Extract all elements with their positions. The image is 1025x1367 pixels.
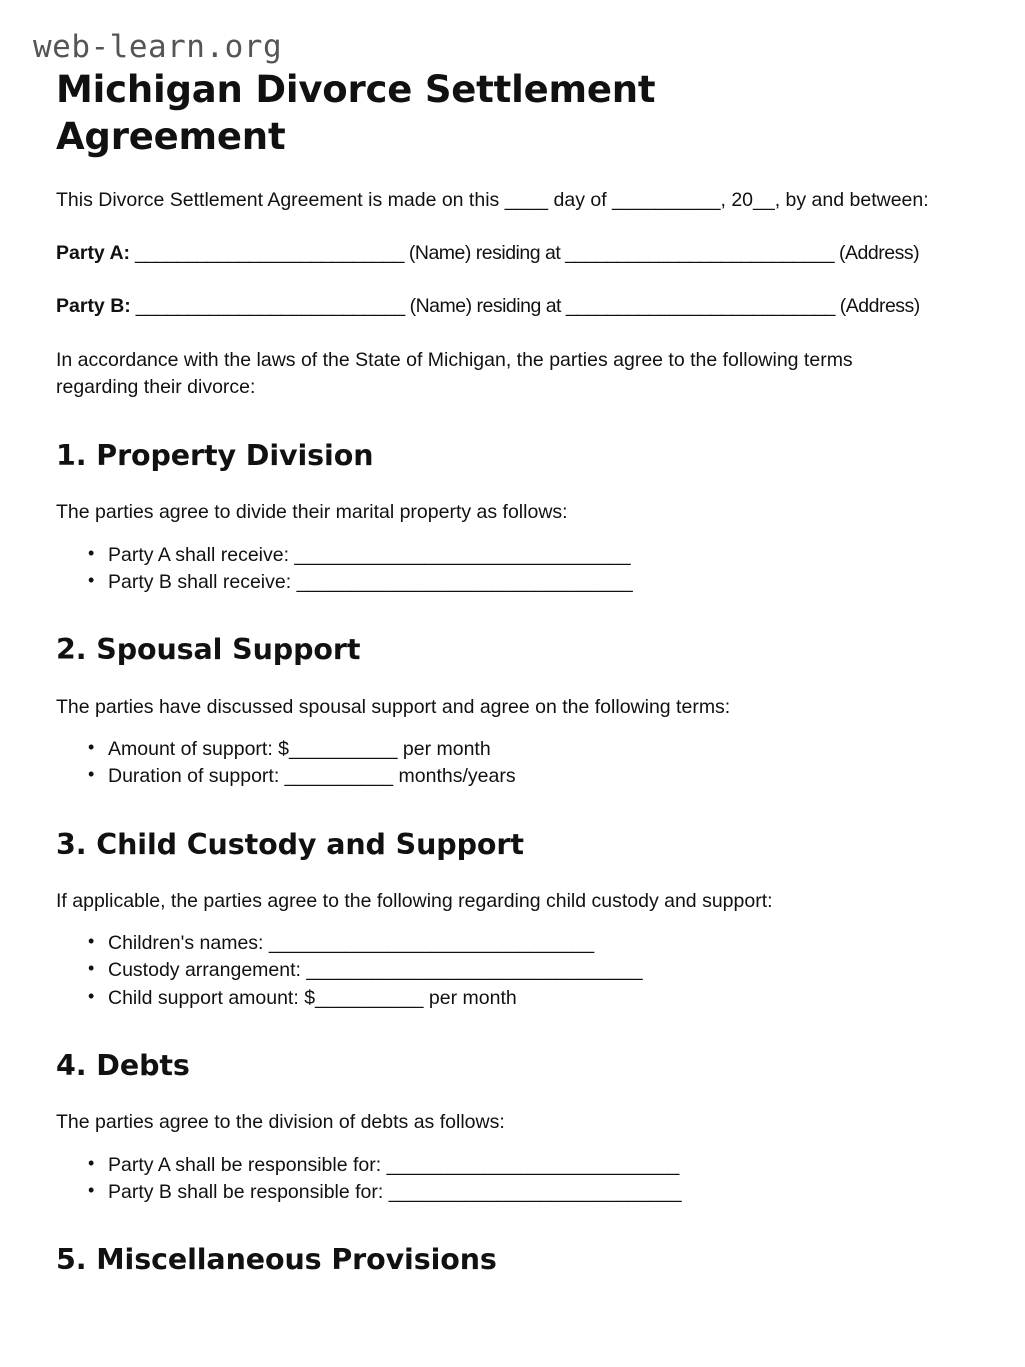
section-bullets-property-division [56, 543, 940, 596]
page-title: Michigan Divorce Settlement Agreement [56, 68, 656, 159]
section-intro-child-custody-and-support: If applicable, the parties agree to the following regarding child custody and support: [56, 889, 773, 912]
party-a-fields: __________________________ (Name) residing at __________________________ (Address) [130, 242, 920, 265]
section-intro-property-division: The parties agree to divide their marital property as follows: [56, 501, 568, 524]
list-item: • Custody arrangement: _______________________________ [108, 958, 940, 983]
party-a-line [56, 240, 940, 267]
section-heading-miscellaneous-provisions: 5. Miscellaneous Provisions [56, 1243, 497, 1277]
section-heading-child-custody-and-support: 3. Child Custody and Support [56, 827, 524, 861]
section-bullets-child-custody-and-support [56, 931, 940, 1011]
section-bullets-debts [56, 1153, 940, 1206]
party-b-fields: __________________________ (Name) residing at __________________________ (Address) [130, 295, 920, 318]
list-item: • Child support amount: $__________ per month [108, 986, 940, 1011]
section-bullets-spousal-support [56, 737, 940, 790]
list-item: • Amount of support: $__________ per month [108, 737, 940, 762]
list-item: • Children's names: ______________________________ [108, 931, 940, 956]
section-intro-spousal-support: The parties have discussed spousal support and agree on the following terms: [56, 695, 731, 718]
document-body [56, 66, 940, 1367]
list-item: • Party B shall be responsible for: ___________________________ [108, 1180, 940, 1205]
list-item: • Party A shall be responsible for: ___________________________ [108, 1153, 940, 1178]
section-intro-debts: The parties agree to the division of debts as follows: [56, 1111, 505, 1134]
list-item: • Party B shall receive: _______________________________ [108, 570, 940, 595]
intro-paragraph: This Divorce Settlement Agreement is made on this ____ day of __________, 20__, by and between: [56, 188, 929, 211]
list-item: • Duration of support: __________ months/years [108, 764, 940, 789]
section-heading-debts: 4. Debts [56, 1049, 190, 1083]
party-a-label: Party A: [56, 242, 131, 265]
party-b-line [56, 293, 940, 320]
section-heading-spousal-support: 2. Spousal Support [56, 633, 361, 667]
party-b-label: Party B: [56, 295, 131, 318]
list-item: • Party A shall receive: _______________________________ [108, 543, 940, 568]
site-watermark: web-learn.org [33, 29, 283, 65]
page-bottom-spacer [56, 1277, 940, 1367]
accordance-paragraph: In accordance with the laws of the State of Michigan, the parties agree to the following terms regarding their divorce: [56, 348, 853, 398]
section-heading-property-division: 1. Property Division [56, 439, 374, 473]
